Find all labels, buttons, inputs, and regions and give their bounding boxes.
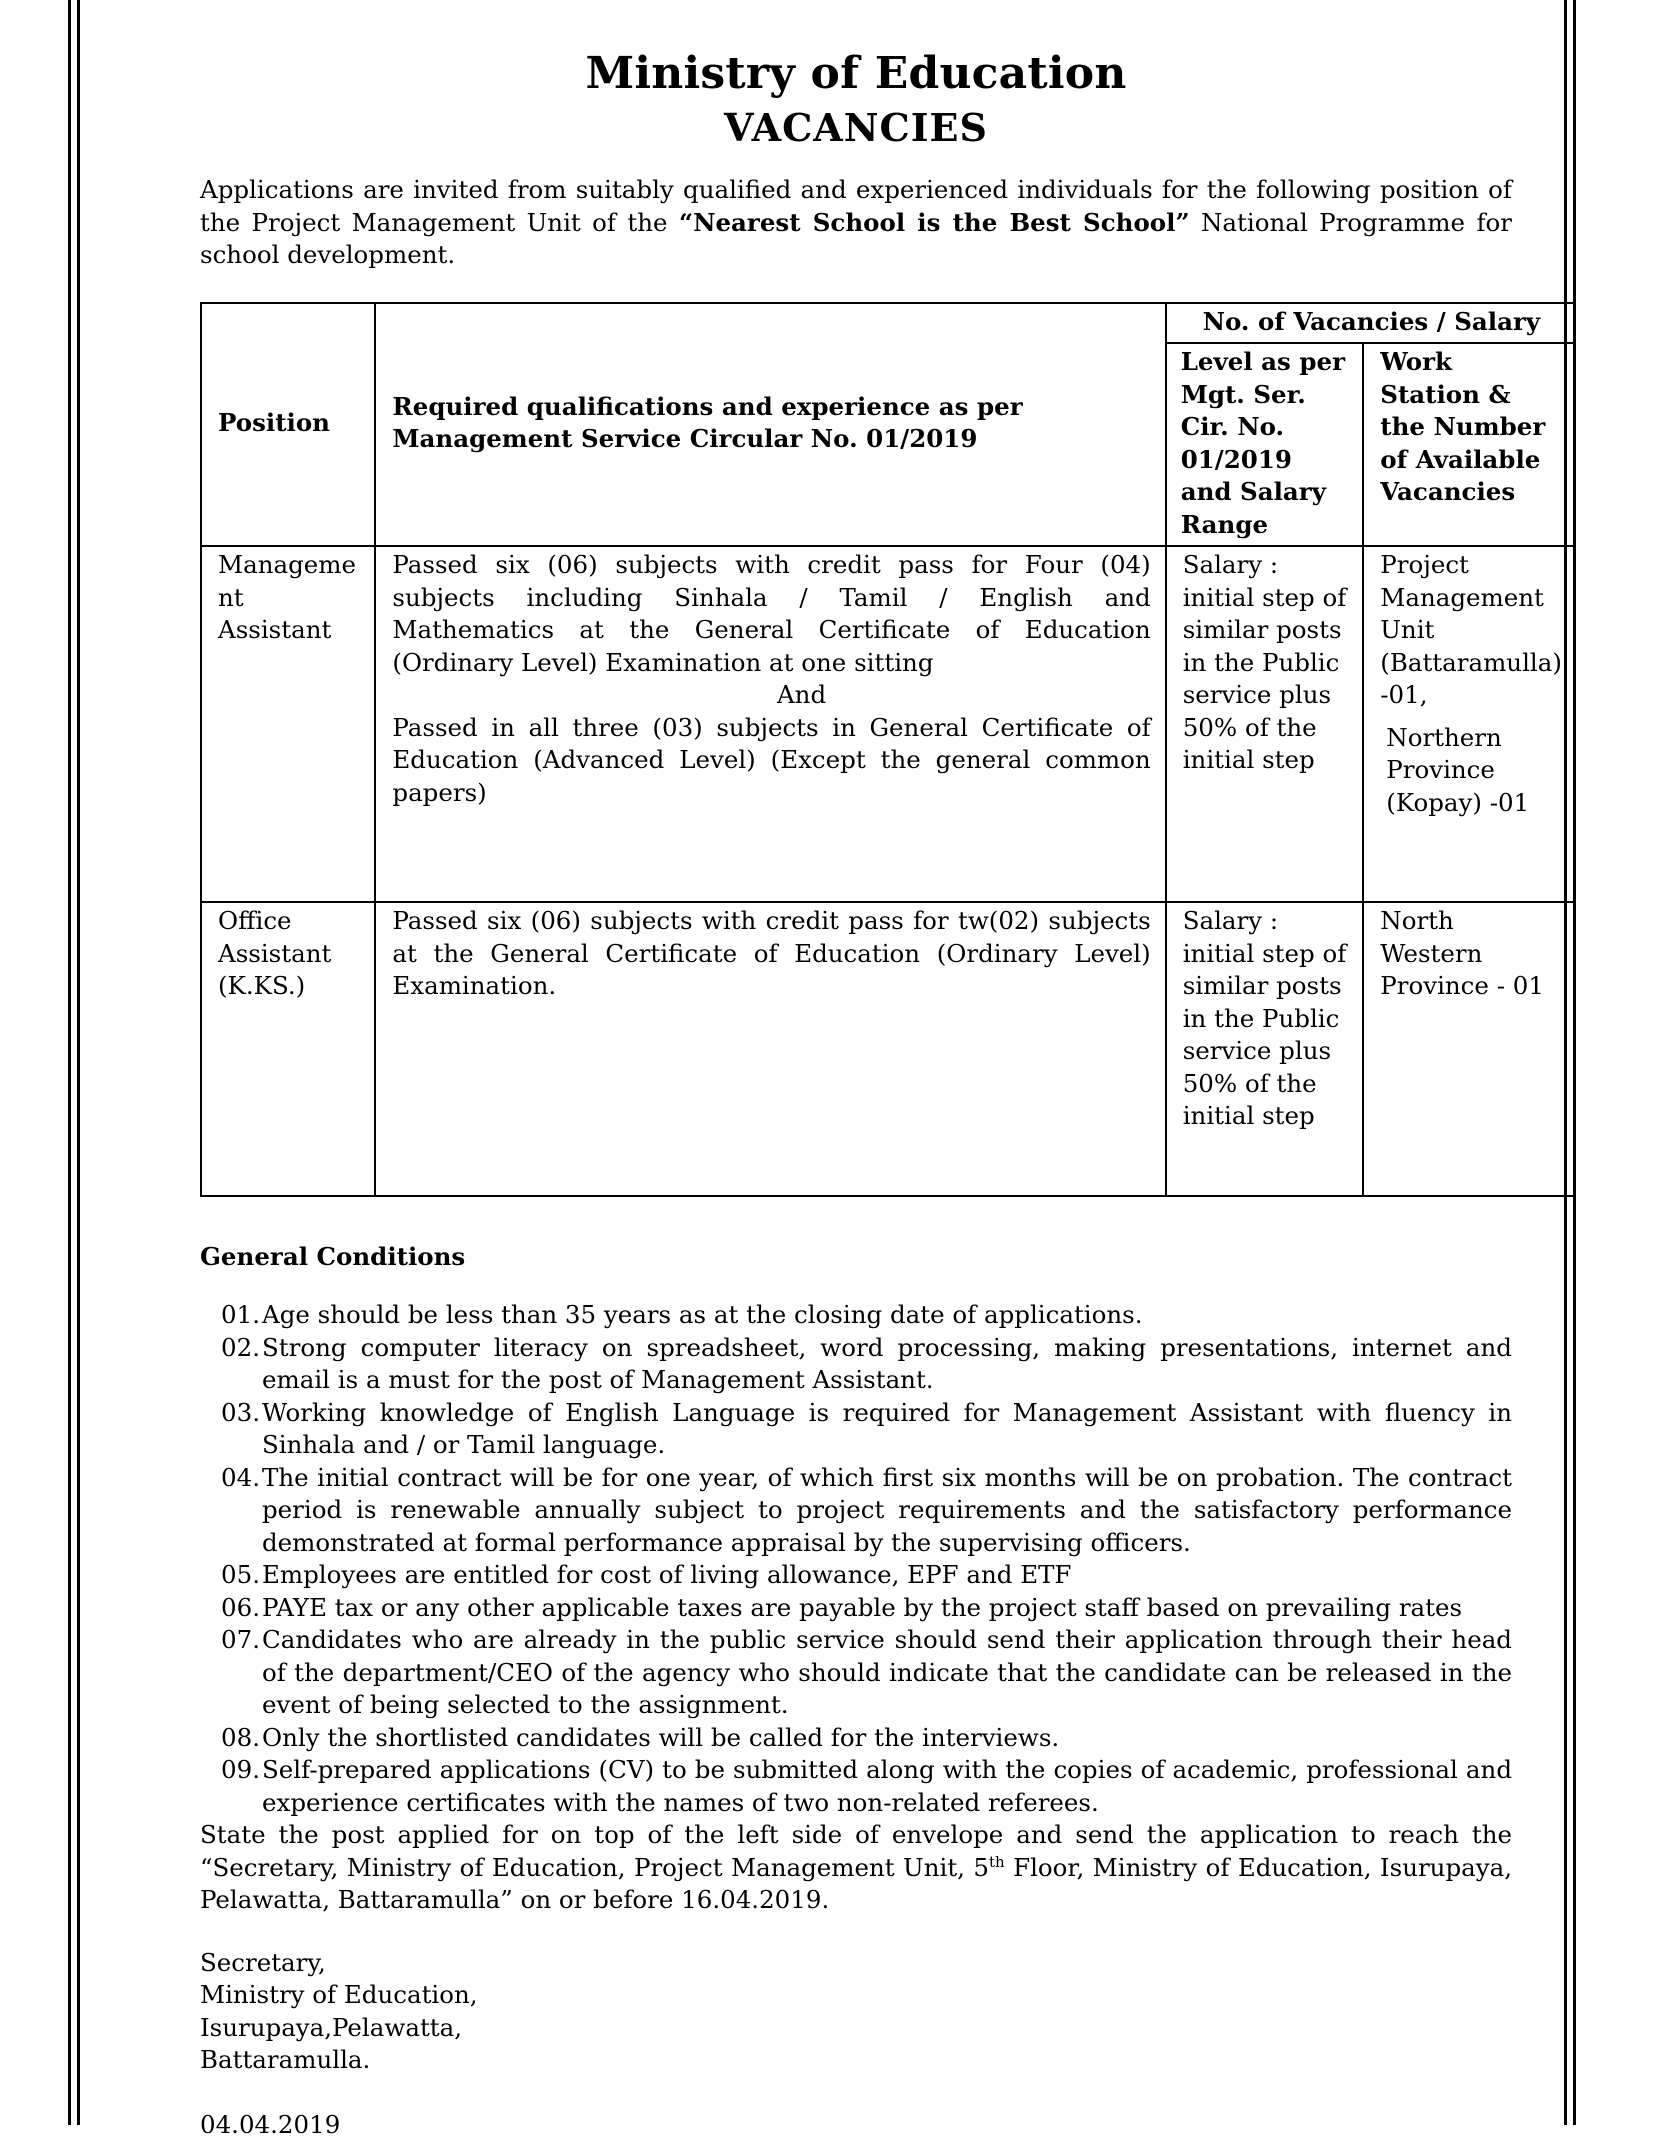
row-work-station: North Western Province - 01 [1363, 902, 1575, 1196]
row-qualifications [375, 546, 1165, 902]
header-work-station: Work Station & the Number of Available Vacancies [1363, 343, 1575, 546]
qualification-text: Passed six (06) subjects with credit pass for Four (04) subjects including Sinhala / Tamil / English and Mathematics at the General Certificate of Education (Ordinary Level) Examination at one sitting [392, 549, 1150, 679]
closing-after: Floor, Ministry of Education, Isurupaya, Pelawatta, Battaramulla” on or before 16.04.2019. [200, 1853, 1512, 1915]
document-subtitle: VACANCIES [200, 102, 1512, 154]
list-item [200, 1592, 1512, 1625]
item-text: The initial contract will be for one year, of which first six months will be on probation. The contract period is renewable annually subject to project requirements and the satisfactory performance demonstrated at formal performance appraisal by the supervising officers. [262, 1462, 1512, 1560]
list-item [200, 1332, 1512, 1397]
row-salary: Salary : initial step of similar posts in the Public service plus 50% of the initial step [1166, 902, 1364, 1196]
list-item [200, 1559, 1512, 1592]
row-position: Office Assistant (K.KS.) [201, 902, 375, 1196]
item-text: Age should be less than 35 years as at the closing date of applications. [262, 1299, 1512, 1332]
list-item [200, 1462, 1512, 1560]
page-border-left [68, 0, 80, 2125]
intro-paragraph [200, 174, 1512, 272]
table-header-row [201, 303, 1575, 344]
item-text: Employees are entitled for cost of living allowance, EPF and ETF [262, 1559, 1512, 1592]
conditions-list [200, 1299, 1512, 1819]
item-number: 09. [200, 1754, 262, 1819]
row-salary: Salary : initial step of similar posts in the Public service plus 50% of the initial step [1166, 546, 1364, 902]
intro-after: National Programme for school development. [200, 208, 1512, 270]
item-text: Candidates who are already in the public service should send their application through their head of the department/CEO of the agency who should indicate that the candidate can be released in the event of being selected to the assignment. [262, 1624, 1512, 1722]
qualification-text: Passed in all three (03) subjects in General Certificate of Education (Advanced Level) (Except the general common papers) [392, 712, 1150, 810]
document-date: 04.04.2019 [200, 2109, 1512, 2141]
header-level: Level as per Mgt. Ser. Cir. No. 01/2019 and Salary Range [1166, 343, 1364, 546]
item-text: Only the shortlisted candidates will be called for the interviews. [262, 1722, 1512, 1755]
signature-line: Isurupaya,Pelawatta, [200, 2012, 1512, 2045]
item-text: Working knowledge of English Language is required for Management Assistant with fluency in Sinhala and / or Tamil language. [262, 1397, 1512, 1462]
work-station-text: Northern Province (Kopay) -01 [1380, 722, 1560, 820]
table-row [201, 902, 1575, 1196]
item-number: 01. [200, 1299, 262, 1332]
signature-block [200, 1947, 1512, 2077]
ordinal-suffix: th [989, 1852, 1005, 1870]
item-number: 02. [200, 1332, 262, 1397]
document-body [200, 46, 1512, 2141]
signature-line: Secretary, [200, 1947, 1512, 1980]
item-text: PAYE tax or any other applicable taxes are payable by the project staff based on prevailing rates [262, 1592, 1512, 1625]
header-position: Position [201, 303, 375, 547]
header-qualifications: Required qualifications and experience as per Management Service Circular No. 01/2019 [375, 303, 1165, 547]
item-number: 05. [200, 1559, 262, 1592]
item-number: 03. [200, 1397, 262, 1462]
intro-before: Applications are invited from suitably qualified and experienced individuals for the following position of the Project Management Unit of the [200, 175, 1512, 237]
qualification-and: And [392, 679, 1150, 712]
item-text: Strong computer literacy on spreadsheet, word processing, making presentations, internet and email is a must for the post of Management Assistant. [262, 1332, 1512, 1397]
table-row [201, 546, 1575, 902]
signature-line: Battaramulla. [200, 2044, 1512, 2077]
work-station-text: Project Management Unit (Battaramulla) -01, [1380, 549, 1560, 712]
list-item [200, 1722, 1512, 1755]
list-item [200, 1299, 1512, 1332]
conditions-heading: General Conditions [200, 1241, 1512, 1273]
signature-line: Ministry of Education, [200, 1979, 1512, 2012]
item-number: 08. [200, 1722, 262, 1755]
document-title: Ministry of Education [200, 46, 1512, 102]
row-work-station [1363, 546, 1575, 902]
qualification-text: Passed six (06) subjects with credit pass for tw(02) subjects at the General Certificate of Education (Ordinary Level) Examination. [392, 905, 1150, 1003]
list-item [200, 1397, 1512, 1462]
list-item [200, 1624, 1512, 1722]
programme-name: “Nearest School is the Best School” [679, 208, 1190, 237]
row-position: Manageme nt Assistant [201, 546, 375, 902]
closing-paragraph [200, 1819, 1512, 1917]
vacancies-table [200, 302, 1576, 1198]
item-text: Self-prepared applications (CV) to be submitted along with the copies of academic, professional and experience certificates with the names of two non-related referees. [262, 1754, 1512, 1819]
closing-before: State the post applied for on top of the left side of envelope and send the application to reach the “Secretary, Ministry of Education, Project Management Unit, 5 [200, 1820, 1512, 1882]
row-qualifications [375, 902, 1165, 1196]
item-number: 07. [200, 1624, 262, 1722]
item-number: 04. [200, 1462, 262, 1560]
list-item [200, 1754, 1512, 1819]
header-vacancies-salary: No. of Vacancies / Salary [1166, 303, 1575, 344]
item-number: 06. [200, 1592, 262, 1625]
